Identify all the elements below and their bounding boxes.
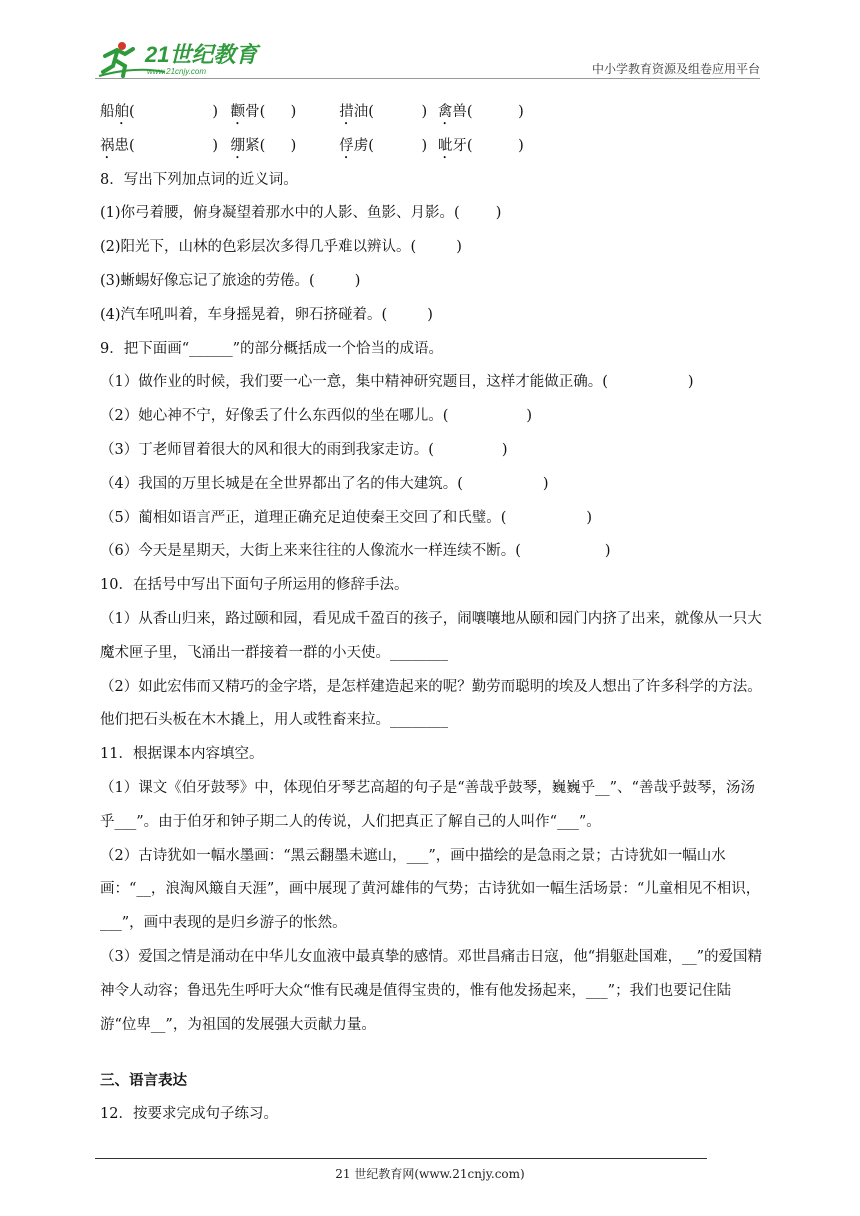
q9-item-1: （1）做作业的时候，我们要一心一意，集中精神研究题目，这样才能做正确。( ) <box>100 374 694 391</box>
q12-title: 12．按要求完成句子练习。 <box>100 1106 278 1123</box>
q11-para-3: （3）爱国之情是涌动在中华儿女血液中最真挚的感情。邓世昌痛击日寇，他“捐躯赴国难，__”的爱国精神令人动容；鲁迅先生呼吁大众“惟有民魂是值得宝贵的，惟有他发扬起来，___”；我们也要记住陆游“位卑__”，为祖国的发展强大贡献力量。 <box>100 948 763 1033</box>
word: 禽兽( <box>437 104 473 120</box>
word: 呲牙( <box>437 137 473 154</box>
word: 颧骨( <box>230 104 266 120</box>
logo-text: 21世纪教育 <box>145 42 258 67</box>
q9-item-2: （2）她心神不宁，好像丢了什么东西似的坐在哪儿。( ) <box>100 408 533 425</box>
q11-para-1: （1）课文《伯牙鼓琴》中，体现伯牙琴艺高超的句子是“善哉乎鼓琴，巍巍乎__”、“善哉乎鼓琴，汤汤乎___”。由于伯牙和钟子期二人的传说，人们把真正了解自己的人叫作“___”。 <box>100 779 755 830</box>
pinyin-row-1: 船舶( ) 颧骨( ) 措油( ) 禽兽( ) <box>100 104 524 120</box>
q10-para-1: （1）从香山归来，路过颐和园，看见成千盈百的孩子，闹嚷嚷地从颐和园门内挤了出来，就像从一只大魔术匣子里，飞涌出一群接着一群的小天使。________ <box>100 610 762 661</box>
word: 俘虏( <box>339 137 374 154</box>
footer-text: 21 世纪教育网(www.21cnjy.com) <box>335 1167 525 1181</box>
q8-item-1: (1)你弓着腰，俯身凝望着那水中的人影、鱼影、月影。( ) <box>100 205 502 222</box>
word: 船舶( <box>100 104 135 120</box>
site-logo <box>95 36 265 80</box>
q9-item-3: （3）丁老师冒着很大的风和很大的雨到我家走访。( ) <box>100 441 508 458</box>
q9-item-4: （4）我国的万里长城是在全世界都出了名的伟大建筑。( ) <box>100 475 549 492</box>
word: 措油( <box>339 104 374 120</box>
q8-item-4: (4)汽车吼叫着，车身摇晃着，卵石挤碰着。( ) <box>100 306 433 323</box>
section-3-title: 三、语言表达 <box>100 1072 187 1090</box>
pinyin-row-2: 祸患( ) 绷紧( ) 俘虏( ) 呲牙( ) <box>100 137 524 154</box>
q9-item-6: （6）今天是星期天，大街上来来往往的人像流水一样连续不断。( ) <box>100 543 611 560</box>
q9-item-5: （5）蔺相如语言严正，道理正确充足迫使秦王交回了和氏璧。( ) <box>100 509 593 526</box>
q8-item-2: (2)阳光下，山林的色彩层次多得几乎难以辨认。( ) <box>100 239 462 256</box>
q11-title: 11．根据课本内容填空。 <box>100 746 264 763</box>
word: 绷紧( <box>230 137 266 154</box>
q10-para-2: （2）如此宏伟而又精巧的金字塔，是怎样建造起来的呢？勤劳而聪明的埃及人想出了许多科学的方法。他们把石头板在木木撬上，用人或牲畜来拉。________ <box>100 678 762 729</box>
q8-item-3: (3)蜥蜴好像忘记了旅途的劳倦。( ) <box>100 272 361 289</box>
page-header <box>95 36 760 80</box>
q8-title: 8．写出下列加点词的近义词。 <box>100 171 298 188</box>
footer-divider <box>95 1158 707 1159</box>
q11-para-2: （2）古诗犹如一幅水墨画：“黑云翻墨未遮山，___”，画中描绘的是急雨之景；古诗犹如一幅山水画：“__，浪淘风簸自天涯”，画中展现了黄河雄伟的气势；古诗犹如一幅生活场景：“儿童相见不相识，___”，画中表现的是归乡游子的怅然。 <box>100 847 761 932</box>
q9-title: 9．把下面画“______”的部分概括成一个恰当的成语。 <box>100 340 444 357</box>
word: 祸患( <box>100 137 135 154</box>
logo-url: www.21cnjy.com <box>147 67 206 76</box>
header-divider <box>95 78 760 79</box>
header-platform-text: 中小学教育资源及组卷应用平台 <box>591 62 760 76</box>
document-body <box>100 96 765 1132</box>
q10-title: 10．在括号中写出下面句子所运用的修辞手法。 <box>100 577 409 594</box>
